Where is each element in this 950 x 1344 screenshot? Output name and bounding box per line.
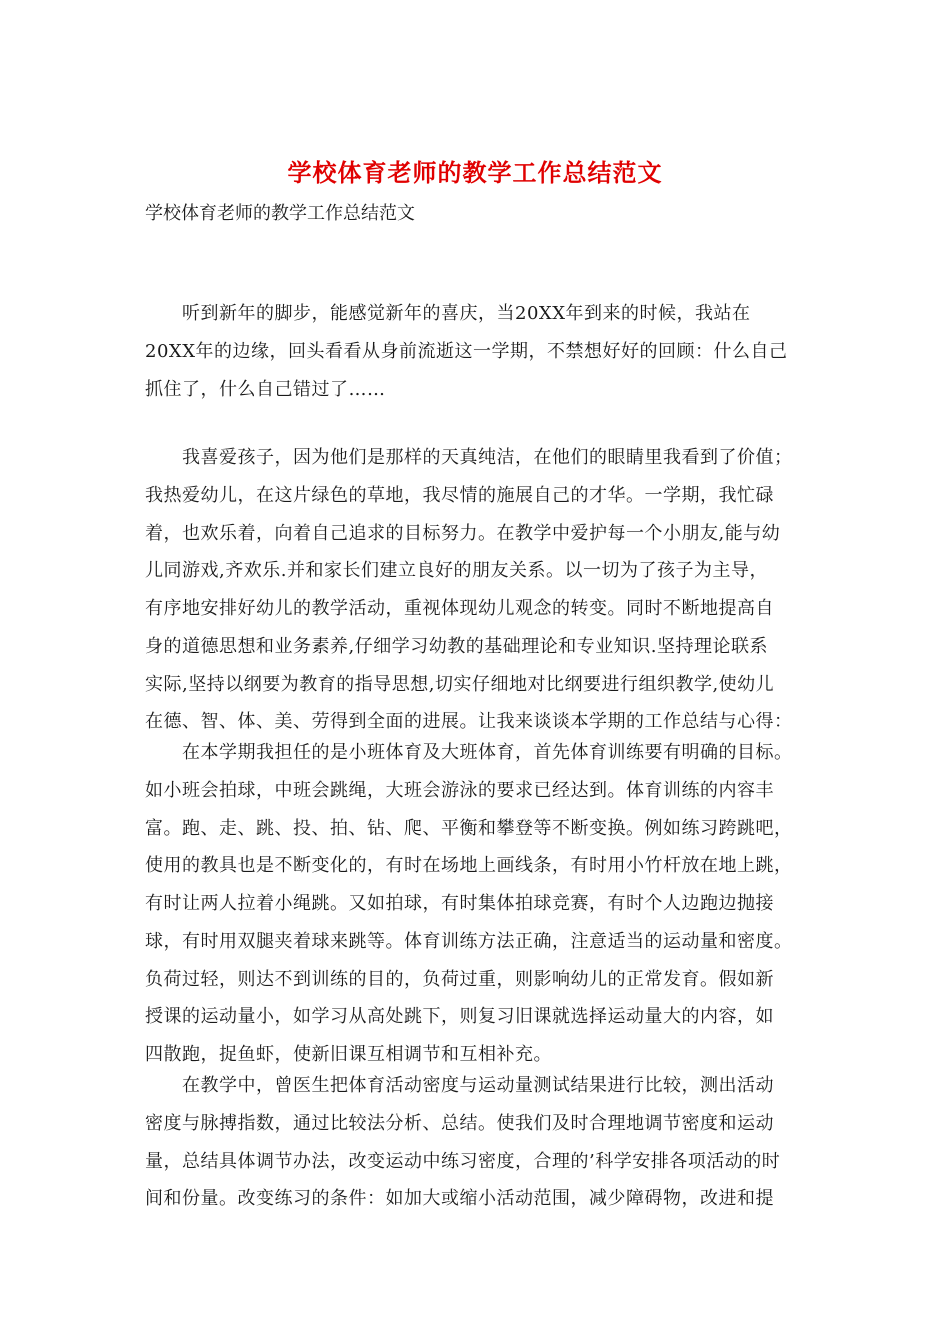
- body-line: 在本学期我担任的是小班体育及大班体育，首先体育训练要有明确的目标。: [145, 742, 793, 763]
- body-line: 授课的运动量小，如学习从高处跳下，则复习旧课就选择运动量大的内容，如: [145, 1006, 774, 1027]
- body-line: 身的道德思想和业务素养,仔细学习幼教的基础理论和专业知识.坚持理论联系: [145, 636, 768, 657]
- body-line: 密度与脉搏指数，通过比较法分析、总结。使我们及时合理地调节密度和运动: [145, 1113, 774, 1134]
- body-line: 有时让两人拉着小绳跳。又如拍球，有时集体拍球竞赛，有时个人边跑边抛接: [145, 893, 774, 914]
- body-line: 着，也欢乐着，向着自己追求的目标努力。在教学中爱护每一个小朋友,能与幼: [145, 523, 781, 544]
- body-line: 四散跑，捉鱼虾，使新旧课互相调节和互相补充。: [145, 1044, 552, 1065]
- body-line: 富。跑、走、跳、投、拍、钻、爬、平衡和攀登等不断变换。例如练习跨跳吧，: [145, 818, 793, 839]
- body-line: 间和份量。改变练习的条件：如加大或缩小活动范围，减少障碍物，改进和提: [145, 1188, 774, 1209]
- body-line: 听到新年的脚步，能感觉新年的喜庆，当20XX年到来的时候，我站在: [145, 303, 751, 324]
- body-line: 我热爱幼儿，在这片绿色的草地，我尽情的施展自己的才华。一学期，我忙碌: [145, 485, 774, 506]
- body-line: 在教学中，曾医生把体育活动密度与运动量测试结果进行比较，测出活动: [145, 1075, 774, 1096]
- body-line: 儿同游戏,齐欢乐.并和家长们建立良好的朋友关系。以一切为了孩子为主导，: [145, 560, 768, 581]
- body-line: 抓住了，什么自己错过了……: [145, 379, 386, 400]
- body-line: 我喜爱孩子，因为他们是那样的天真纯洁，在他们的眼睛里我看到了价值；: [145, 447, 793, 468]
- body-line: 量，总结具体调节办法，改变运动中练习密度，合理的’科学安排各项活动的时: [145, 1151, 781, 1172]
- body-line: 使用的教具也是不断变化的，有时在场地上画线条，有时用小竹杆放在地上跳，: [145, 855, 793, 876]
- body-line: 如小班会拍球，中班会跳绳，大班会游泳的要求已经达到。体育训练的内容丰: [145, 780, 774, 801]
- body-line: 20XX年的边缘，回头看看从身前流逝这一学期，不禁想好好的回顾：什么自己: [145, 341, 788, 362]
- document-subtitle: 学校体育老师的教学工作总结范文: [145, 203, 415, 224]
- body-line: 有序地安排好幼儿的教学活动，重视体现幼儿观念的转变。同时不断地提高自: [145, 598, 774, 619]
- body-line: 实际,坚持以纲要为教育的指导思想,切实仔细地对比纲要进行组织教学,使幼儿: [145, 674, 775, 695]
- body-line: 球，有时用双腿夹着球来跳等。体育训练方法正确，注意适当的运动量和密度。: [145, 931, 793, 952]
- body-line: 在德、智、体、美、劳得到全面的进展。让我来谈谈本学期的工作总结与心得：: [145, 711, 793, 732]
- document-title: 学校体育老师的教学工作总结范文: [287, 158, 663, 187]
- body-line: 负荷过轻，则达不到训练的目的，负荷过重，则影响幼儿的正常发育。假如新: [145, 969, 774, 990]
